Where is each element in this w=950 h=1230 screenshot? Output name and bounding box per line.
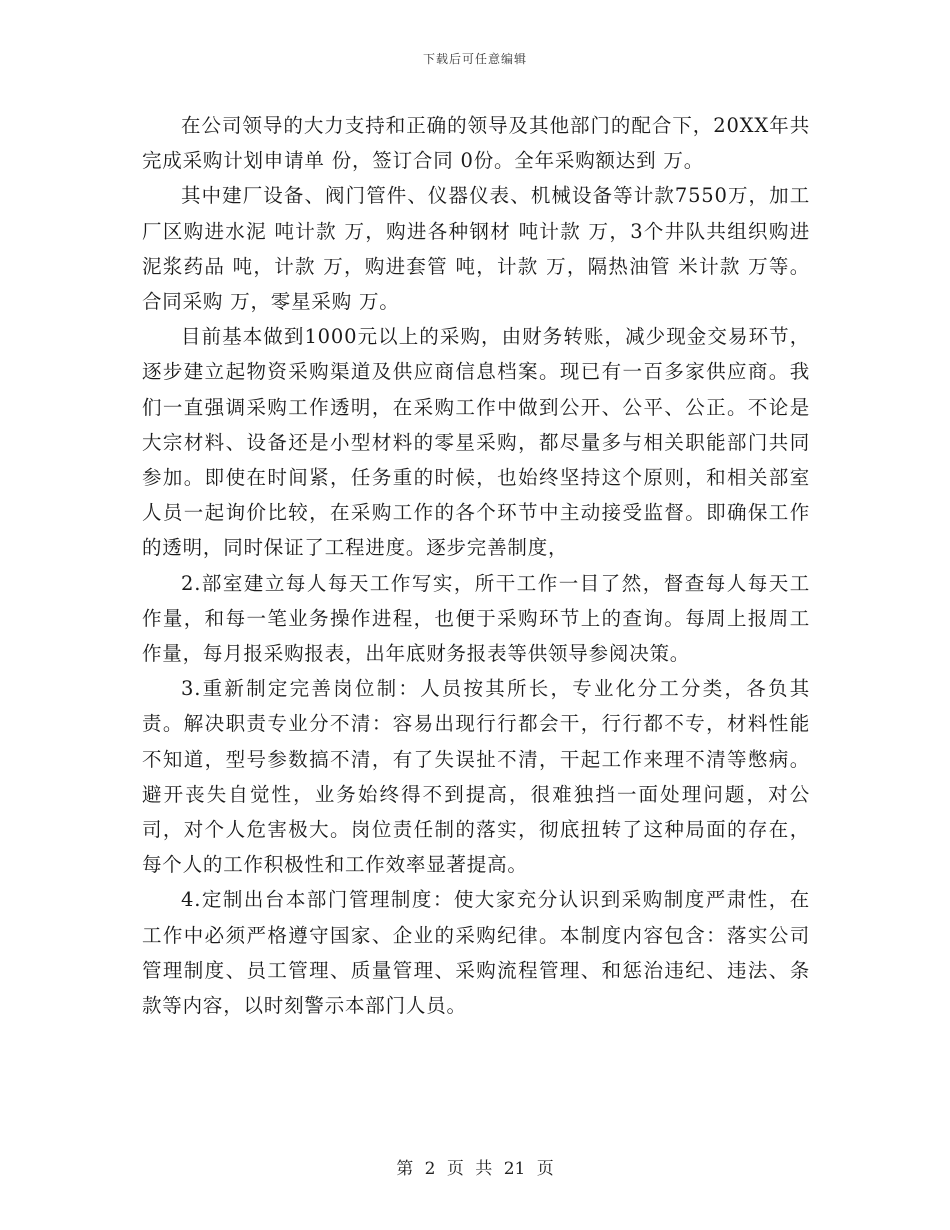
paragraph-item-2: 2.部室建立每人每天工作写实，所干工作一目了然，督查每人每天工作量，和每一笔业务操作进程，也便于采购环节上的查询。每周上报周工作量，每月报采购报表，出年底财务报表等供领导参阅决策。 bbox=[142, 571, 810, 666]
page-header-note: 下载后可任意编辑 bbox=[422, 52, 527, 66]
paragraph-purchase-details: 其中建厂设备、阀门管件、仪器仪表、机械设备等计款7550万，加工厂区购进水泥 吨计款 万，购进各种钢材 吨计款 万，3个井队共组织购进泥浆药品 吨，计款 万，购进套管 吨，计款 万，隔热油管 米计款 万等。合同采购 万，零星采购 万。 bbox=[142, 184, 810, 314]
paragraph-transparency: 目前基本做到1000元以上的采购，由财务转账，减少现金交易环节，逐步建立起物资采购渠道及供应商信息档案。现已有一百多家供应商。我们一直强调采购工作透明，在采购工作中做到公开、公平、公正。不论是大宗材料、设备还是小型材料的零星采购，都尽量多与相关职能部门共同参加。即使在时间紧，任务重的时候，也始终坚持这个原则，和相关部室人员一起询价比较，在采购工作的各个环节中主动接受监督。即确保工作的透明，同时保证了工程进度。逐步完善制度， bbox=[142, 325, 810, 560]
paragraph-summary: 在公司领导的大力支持和正确的领导及其他部门的配合下，20XX年共完成采购计划申请单 份，签订合同 0份。全年采购额达到 万。 bbox=[142, 114, 810, 173]
document-body bbox=[142, 108, 810, 1023]
paragraph-item-3: 3.重新制定完善岗位制：人员按其所长，专业化分工分类，各负其责。解决职责专业分不清：容易出现行行都会干，行行都不专，材料性能不知道，型号参数搞不清，有了失误扯不清，干起工作来理不清等憋病。避开丧失自觉性，业务始终得不到提高，很难独挡一面处理问题，对公司，对个人危害极大。岗位责任制的落实，彻底扭转了这种局面的存在，每个人的工作积极性和工作效率显著提高。 bbox=[142, 677, 810, 877]
paragraph-item-4: 4.定制出台本部门管理制度：使大家充分认识到采购制度严肃性，在工作中必须严格遵守国家、企业的采购纪律。本制度内容包含：落实公司管理制度、员工管理、质量管理、采购流程管理、和惩治违纪、违法、条款等内容，以时刻警示本部门人员。 bbox=[142, 888, 810, 1018]
page-number-footer: 第 2 页 共 21 页 bbox=[396, 1159, 554, 1179]
